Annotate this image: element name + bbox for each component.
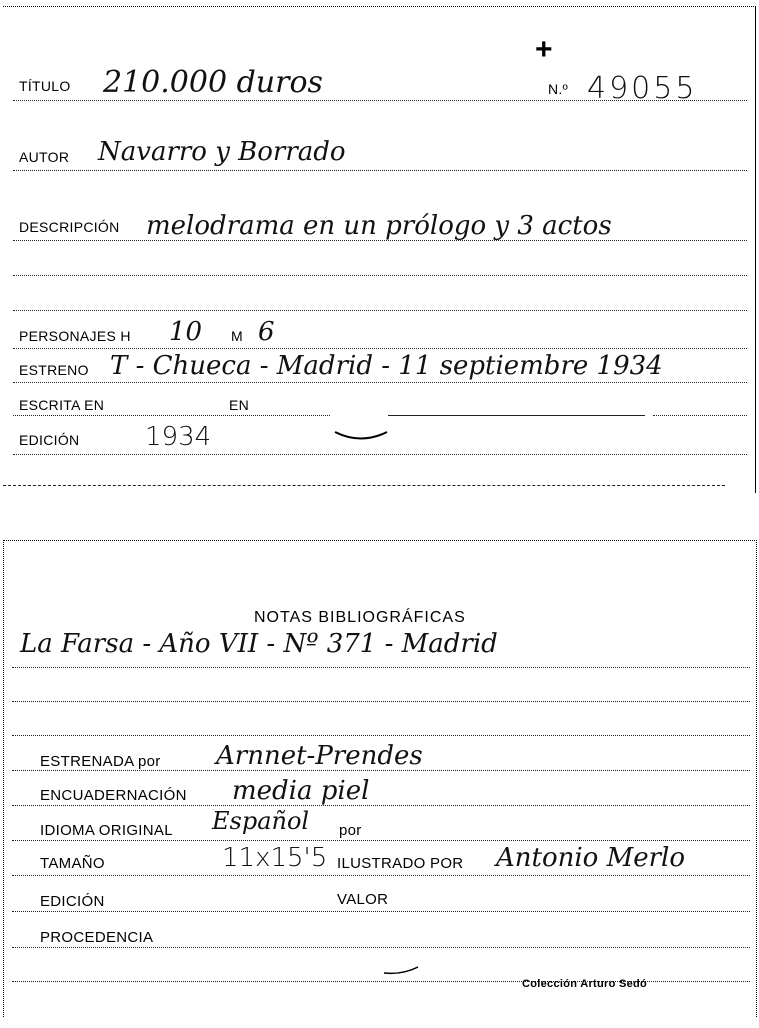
estrenada-label: ESTRENADA por (40, 753, 161, 770)
rule (12, 805, 750, 806)
rule (13, 415, 330, 416)
encuadernacion-value: media piel (232, 776, 370, 806)
rule (3, 485, 725, 486)
titulo-label: TÍTULO (19, 78, 71, 94)
personajes-m-value: 6 (258, 317, 275, 347)
titulo-value: 210.000 duros (103, 65, 323, 100)
ilustrado-label: ILUSTRADO POR (337, 855, 464, 872)
personajes-label: PERSONAJES H (19, 328, 131, 344)
escrita-label: ESCRITA EN (19, 397, 105, 413)
rule (13, 240, 747, 241)
estreno-label: ESTRENO (19, 362, 89, 378)
numero-value: 49055 (587, 71, 698, 106)
catalog-card-top (3, 6, 756, 493)
encuadernacion-label: ENCUADERNACIÓN (40, 787, 187, 804)
notas-value: La Farsa - Año VII - Nº 371 - Madrid (20, 629, 498, 659)
personajes-h-value: 10 (169, 317, 203, 347)
brace-mark (333, 429, 389, 443)
rule (13, 310, 747, 311)
rule (13, 348, 747, 349)
rule (12, 840, 750, 841)
notas-header: NOTAS BIBLIOGRÁFICAS (254, 609, 466, 626)
tamano-value: 11x15'5 (222, 843, 328, 873)
catalog-card-bottom (3, 540, 757, 1017)
descripcion-label: DESCRIPCIÓN (19, 219, 120, 235)
rule (13, 382, 747, 383)
rule (653, 415, 747, 416)
rule (13, 275, 747, 276)
edicion-label: EDICIÓN (19, 432, 80, 448)
rule (13, 170, 747, 171)
procedencia-label: PROCEDENCIA (40, 929, 154, 946)
rule (12, 701, 750, 702)
plus-mark: + (535, 33, 553, 66)
smudge-mark (382, 961, 422, 977)
rule (13, 454, 747, 455)
ilustrado-value: Antonio Merlo (496, 843, 686, 873)
numero-label: N.º (548, 81, 569, 97)
idioma-label: IDIOMA ORIGINAL (40, 822, 173, 839)
rule (388, 415, 645, 416)
personajes-m-label: M (231, 328, 243, 344)
estrenada-value: Arnnet-Prendes (216, 741, 423, 771)
rule (12, 770, 750, 771)
rule (12, 875, 750, 876)
en-label: EN (229, 397, 250, 413)
rule (12, 735, 750, 736)
rule (12, 667, 750, 668)
edicion-label: EDICIÓN (40, 893, 105, 910)
autor-label: AUTOR (19, 149, 70, 165)
idioma-value: Español (212, 807, 310, 835)
descripcion-value: melodrama en un prólogo y 3 actos (146, 211, 612, 241)
edicion-value: 1934 (145, 422, 212, 452)
autor-value: Navarro y Borrado (98, 137, 346, 167)
rule (13, 100, 747, 101)
valor-label: VALOR (337, 891, 389, 908)
estreno-value: T - Chueca - Madrid - 11 septiembre 1934 (110, 351, 663, 381)
rule (12, 911, 750, 912)
tamano-label: TAMAÑO (40, 855, 105, 872)
collection-credit: Colección Arturo Sedó (522, 978, 648, 990)
por-label: por (339, 822, 362, 839)
rule (12, 947, 750, 948)
